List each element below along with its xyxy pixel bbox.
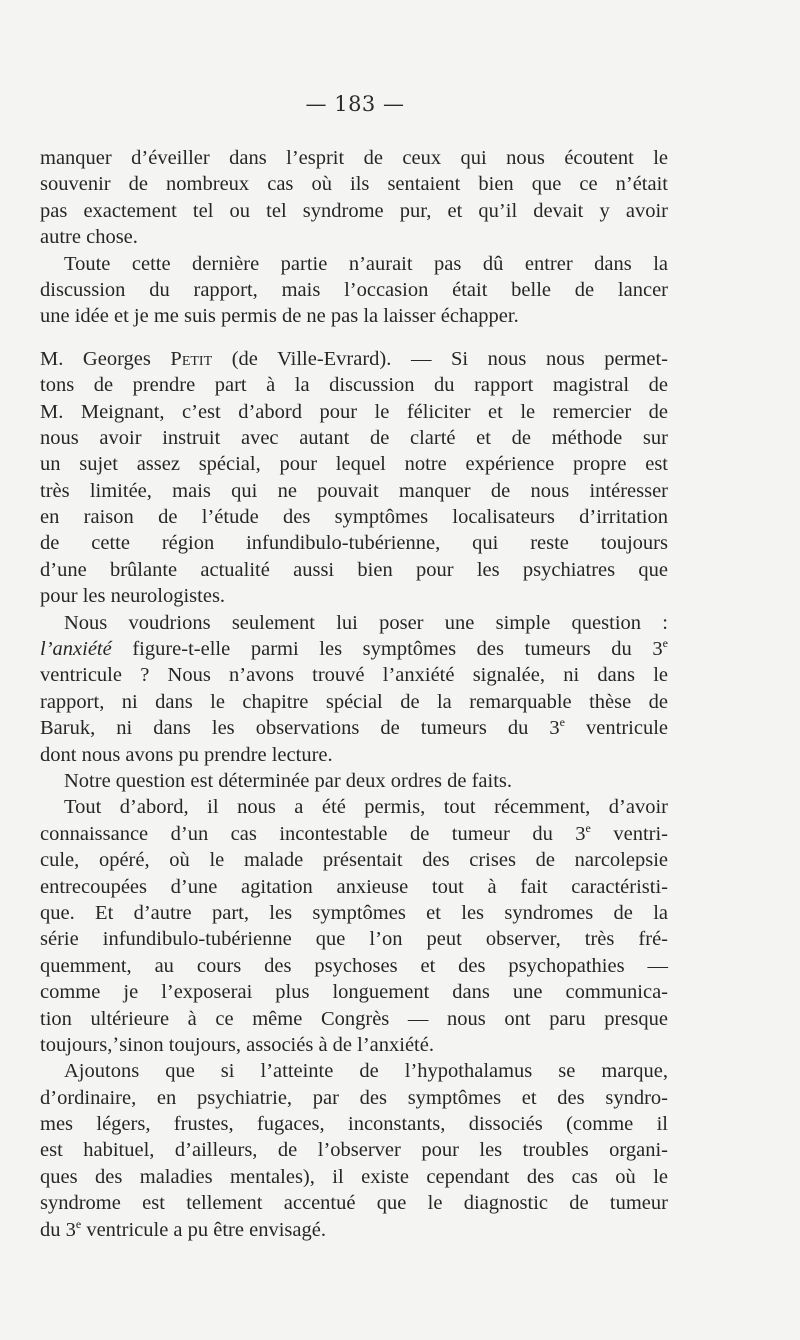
text-line: toujours,ʼsinon toujours, associés à de l’anxiété.	[40, 1033, 434, 1056]
text-fragment: connaissance d’un cas incontestable de tumeur du 3	[40, 822, 586, 845]
text-line: quemment, au cours des psychoses et des psychopathies —	[40, 954, 668, 977]
text-line	[40, 1217, 668, 1243]
text-fragment: ventricule a pu être envisagé.	[81, 1218, 326, 1241]
text-line: pas exactement tel ou tel syndrome pur, et qu’il devait y avoir	[40, 199, 668, 222]
text-line: que. Et d’autre part, les symptômes et les syndromes de la	[40, 901, 668, 924]
text-line: ques des maladies mentales), il existe cependant des cas où le	[40, 1165, 668, 1188]
text-line: Tout d’abord, il nous a été permis, tout récemment, d’avoir	[64, 796, 668, 819]
text-line: une idée et je me suis permis de ne pas la laisser échapper.	[40, 305, 519, 328]
text-line: Toute cette dernière partie n’aurait pas dû entrer dans la	[64, 252, 668, 275]
text-fragment: ventri-	[590, 822, 668, 845]
text-line: d’ordinaire, en psychiatrie, par des symptômes et des syndro-	[40, 1086, 668, 1109]
text-line: en raison de l’étude des symptômes localisateurs d’irritation	[40, 506, 668, 529]
text-line: entrecoupées d’une agitation anxieuse tout à fait caractéristi-	[40, 875, 668, 898]
body-text	[40, 145, 668, 1243]
superscript: e	[585, 820, 591, 835]
text-line: rapport, ni dans le chapitre spécial de la remarquable thèse de	[40, 690, 668, 713]
text-fragment: figure-t-elle parmi les symptômes des tumeurs du 3	[111, 638, 663, 661]
speaker-name: Petit	[170, 347, 213, 370]
page-number: — 183 —	[305, 92, 405, 116]
text-line: discussion du rapport, mais l’occasion était belle de lancer	[40, 278, 668, 301]
text-fragment: ventricule	[564, 717, 668, 740]
text-line: est habituel, d’ailleurs, de l’observer pour les troubles organi-	[40, 1139, 668, 1162]
text-line: ventricule ? Nous n’avons trouvé l’anxiété signalée, ni dans le	[40, 664, 668, 687]
text-line: manquer d’éveiller dans l’esprit de ceux qui nous écoutent le	[40, 147, 668, 169]
text-line: Nous voudrions seulement lui poser une simple question :	[64, 611, 668, 634]
text-line: tion ultérieure à ce même Congrès — nous ont paru presque	[40, 1007, 668, 1030]
superscript: e	[662, 636, 668, 651]
text-line: Ajoutons que si l’atteinte de l’hypothalamus se marque,	[64, 1060, 668, 1083]
text-line	[40, 821, 668, 847]
text-line: série infundibulo-tubérienne que l’on peut observer, très fré-	[40, 928, 668, 951]
text-line: très limitée, mais qui ne pouvait manquer de nous intéresser	[40, 479, 668, 502]
paragraph	[40, 1058, 668, 1243]
paragraph	[40, 251, 668, 330]
text-line: tons de prendre part à la discussion du rapport magistral de	[40, 374, 668, 397]
paragraph	[40, 346, 668, 610]
paragraph	[40, 768, 668, 794]
paragraph	[40, 610, 668, 768]
text-line: souvenir de nombreux cas où ils sentaient bien que ce n’était	[40, 173, 668, 196]
text-line: syndrome est tellement accentué que le diagnostic de tumeur	[40, 1192, 668, 1215]
superscript: e	[75, 1216, 82, 1231]
text-line: cule, opéré, où le malade présentait des crises de narcolepsie	[40, 849, 668, 872]
text-line: d’une brûlante actualité aussi bien pour les psychiatres que	[40, 558, 668, 581]
text-line: un sujet assez spécial, pour lequel notre expérience propre est	[40, 453, 668, 476]
text-line: M. Meignant, c’est d’abord pour le féliciter et le remercier de	[40, 400, 668, 423]
text-line	[40, 636, 668, 662]
paragraph-gap	[40, 330, 668, 346]
speaker-prefix: M. Georges	[40, 347, 171, 370]
text-line: Notre question est déterminée par deux ordres de faits.	[64, 769, 512, 792]
text-line: mes légers, frustes, fugaces, inconstants, dissociés (comme il	[40, 1113, 668, 1136]
text-line	[40, 346, 668, 372]
text-line: de cette région infundibulo-tubérienne, qui reste toujours	[40, 532, 668, 555]
text-line: dont nous avons pu prendre lecture.	[40, 743, 333, 766]
superscript: e	[559, 715, 565, 730]
text-line: pour les neurologistes.	[40, 585, 226, 608]
text-line: autre chose.	[40, 226, 138, 249]
speaker-suffix: (de Ville-Evrard). — Si nous nous permet-	[212, 347, 668, 370]
italic-term: l’anxiété	[40, 638, 112, 661]
text-fragment: Baruk, ni dans les observations de tumeurs du 3	[40, 717, 560, 740]
paragraph	[40, 145, 668, 251]
paragraph	[40, 794, 668, 1058]
text-line	[40, 715, 668, 741]
text-fragment: du 3	[40, 1218, 76, 1241]
text-line: nous avoir instruit avec autant de clarté et de méthode sur	[40, 426, 668, 449]
text-line: comme je l’exposerai plus longuement dans une communica-	[40, 981, 668, 1004]
